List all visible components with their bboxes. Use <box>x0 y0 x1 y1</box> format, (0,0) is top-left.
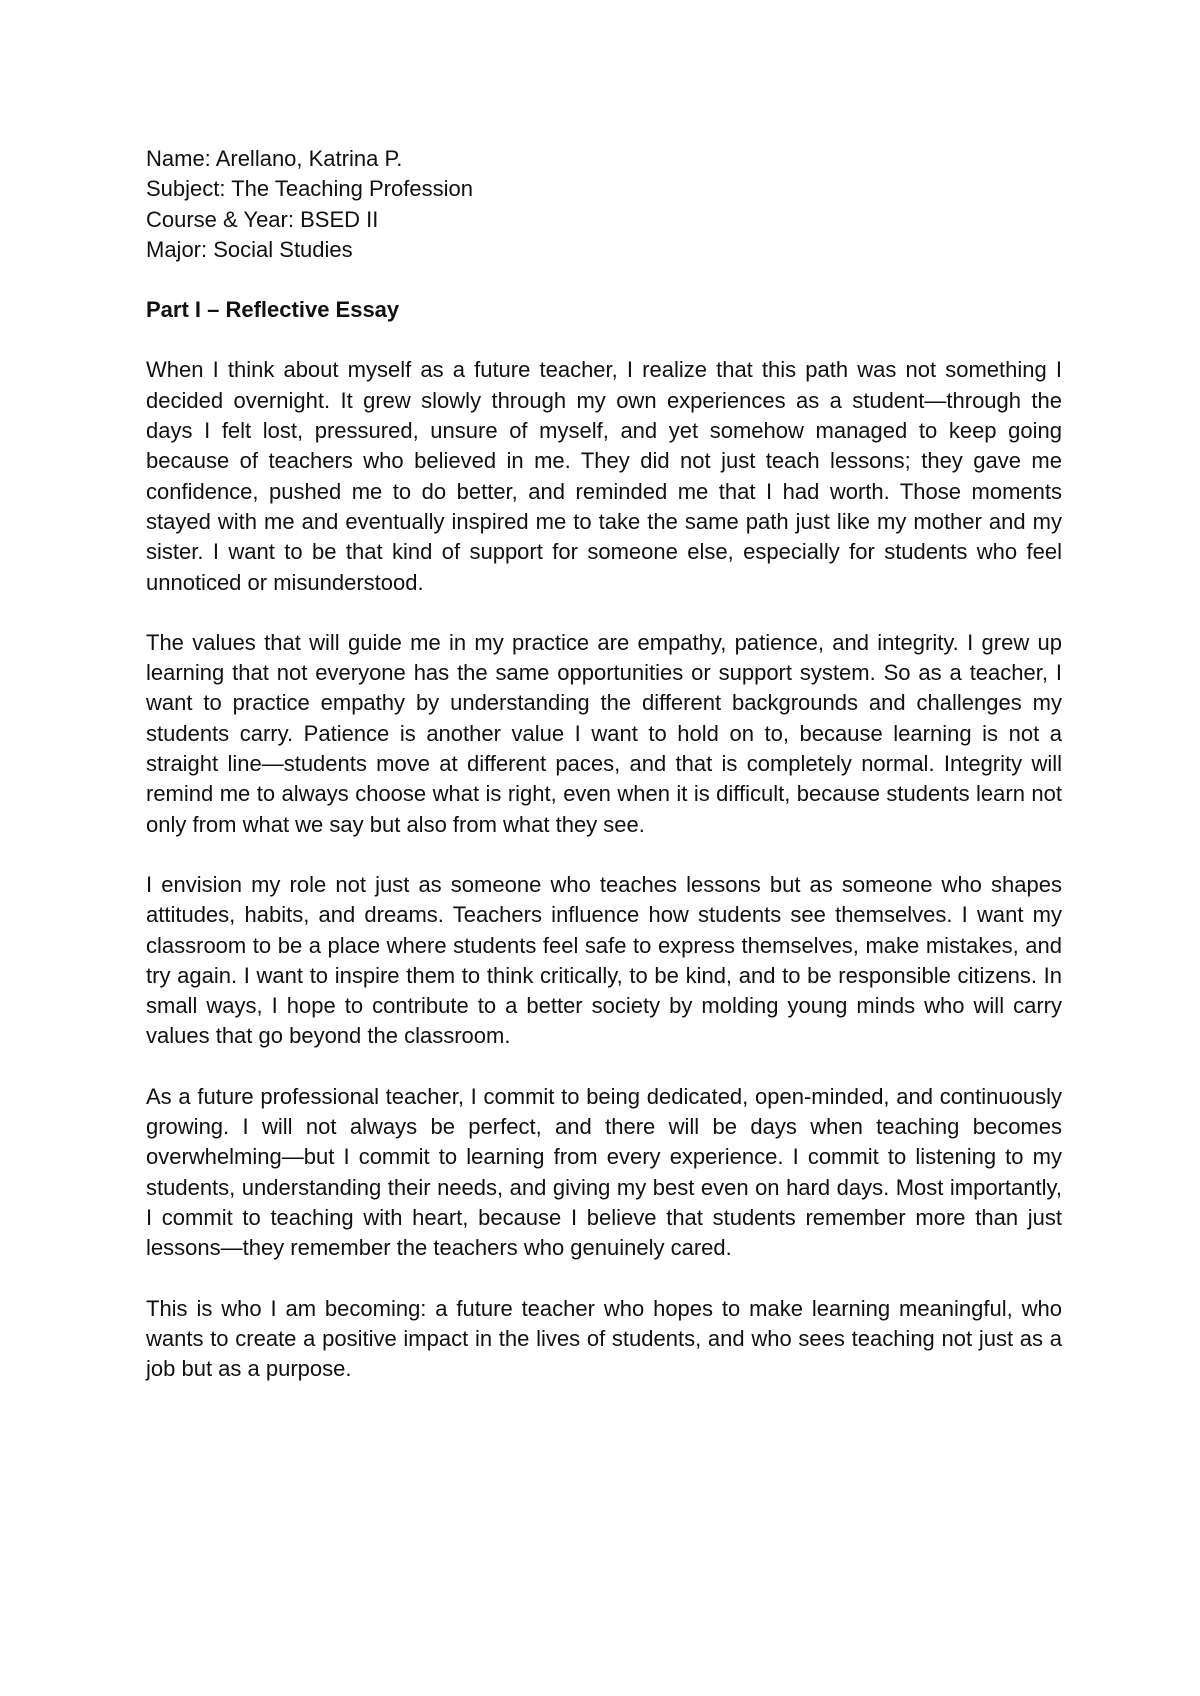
student-info <box>146 144 1062 265</box>
essay-paragraph: When I think about myself as a future teacher, I realize that this path was not something I decided overnight. It grew slowly through my own experiences as a student—through the days I felt lost, pressured, unsure of myself, and yet somehow managed to keep going because of teachers who believed in me. They did not just teach lessons; they gave me confidence, pushed me to do better, and reminded me that I had worth. Those moments stayed with me and eventually inspired me to take the same path just like my mother and my sister. I want to be that kind of support for someone else, especially for students who feel unnoticed or misunderstood. <box>146 357 1062 595</box>
document-page <box>146 144 1062 1384</box>
subject-line: Subject: The Teaching Profession <box>146 176 473 202</box>
student-name: Name: Arellano, Katrina P. <box>146 146 403 171</box>
essay-paragraph: As a future professional teacher, I commit to being dedicated, open-minded, and continuously growing. I will not always be perfect, and there will be days when teaching becomes overwhelming—but I commit to learning from every experience. I commit to listening to my students, understanding their needs, and giving my best even on hard days. Most importantly, I commit to teaching with heart, because I believe that students remember more than just lessons—they remember the teachers who genuinely cared. <box>146 1083 1062 1261</box>
essay-paragraph: The values that will guide me in my practice are empathy, patience, and integrity. I grew up learning that not everyone has the same opportunities or support system. So as a teacher, I want to practice empathy by understanding the different backgrounds and challenges my students carry. Patience is another value I want to hold on to, because learning is not a straight line—students move at different paces, and that is completely normal. Integrity will remind me to always choose what is right, even when it is difficult, because students learn not only from what we say but also from what they see. <box>146 629 1062 837</box>
major-line: Major: Social Studies <box>146 236 353 262</box>
essay-paragraph: This is who I am becoming: a future teacher who hopes to make learning meaningful, who wants to create a positive impact in the lives of students, and who sees teaching not just as a job but as a purpose. <box>146 1295 1062 1382</box>
course-year-line: Course & Year: BSED II <box>146 206 379 232</box>
essay-heading: Part I – Reflective Essay <box>146 297 400 323</box>
essay-paragraph: I envision my role not just as someone who teaches lessons but as someone who shapes attitudes, habits, and dreams. Teachers influence how students see themselves. I want my classroom to be a place where students feel safe to express themselves, make mistakes, and try again. I want to inspire them to think critically, to be kind, and to be responsible citizens. In small ways, I hope to contribute to a better society by molding young minds who will carry values that go beyond the classroom. <box>146 871 1062 1049</box>
